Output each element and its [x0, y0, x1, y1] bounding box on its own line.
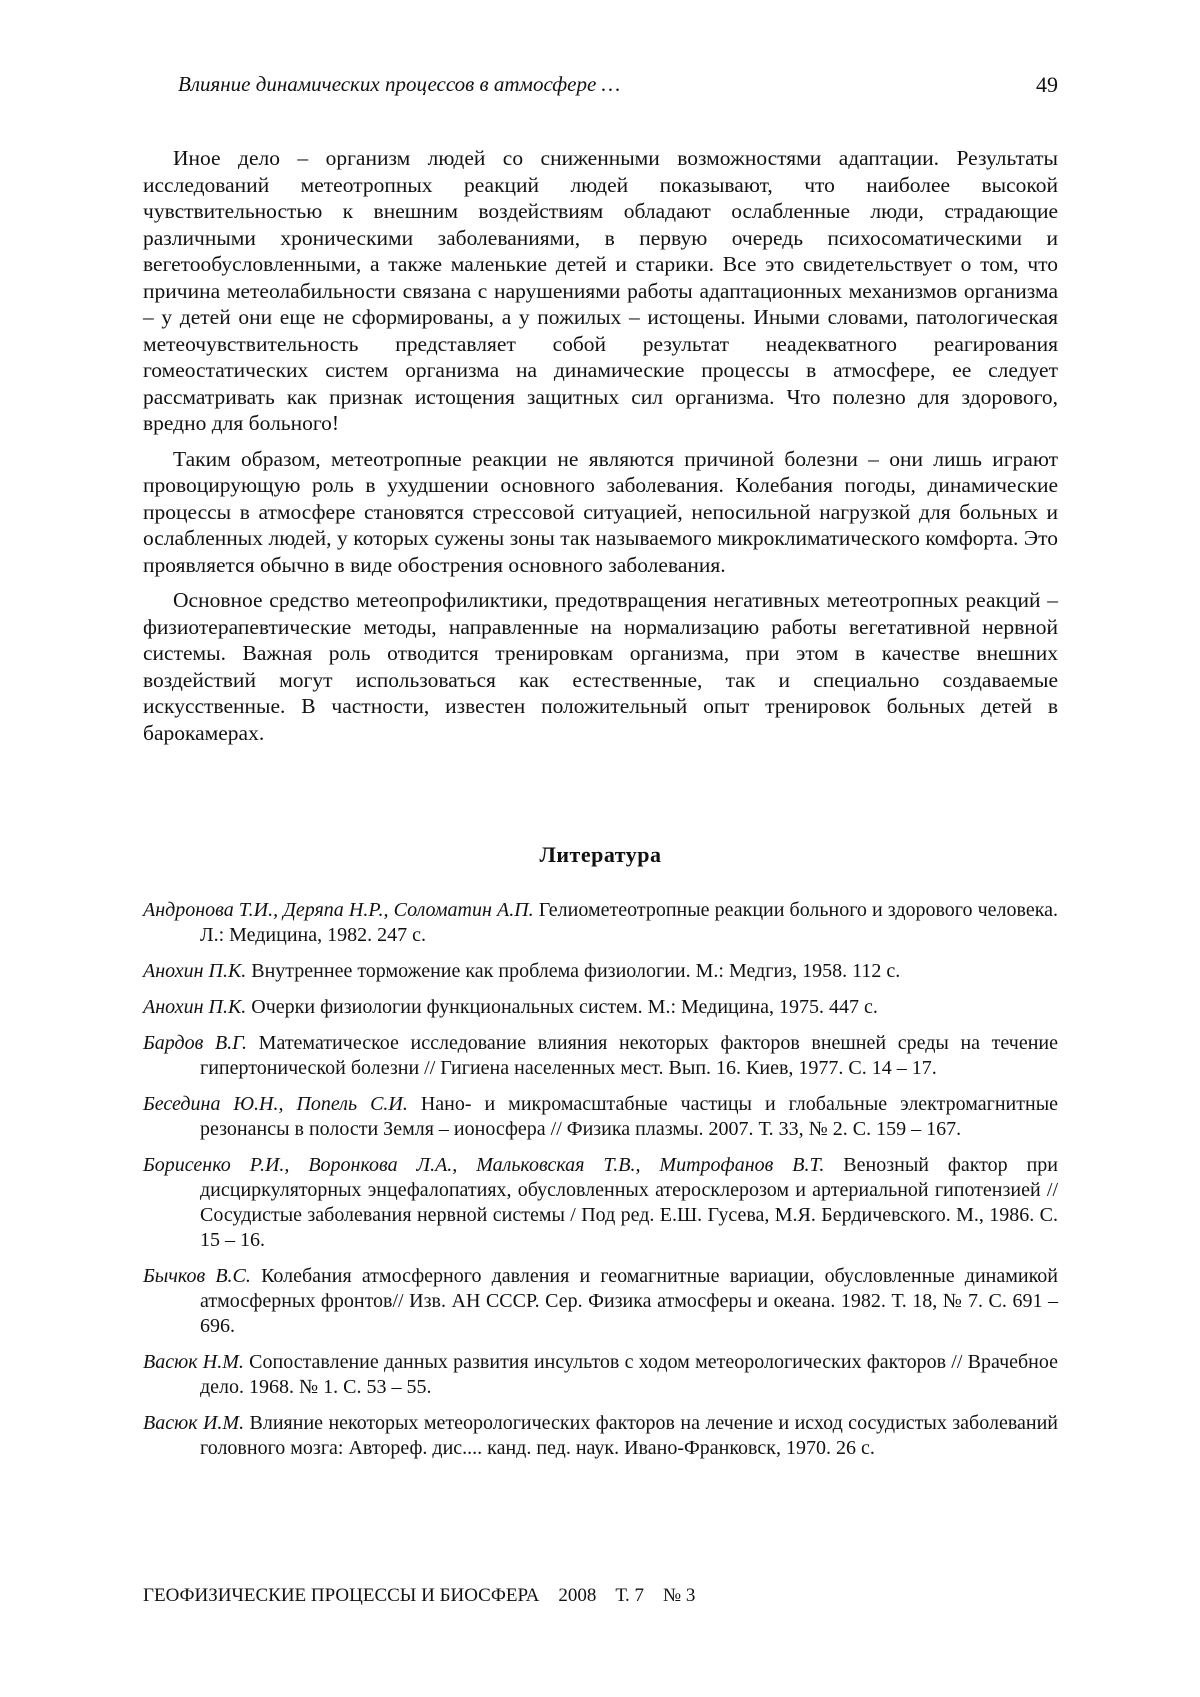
reference-authors: Беседина Ю.Н., Попель С.И. [143, 1093, 408, 1115]
reference-authors: Бардов В.Г. [143, 1032, 248, 1054]
reference-text: Гелиометеотропные реакции больного и здорового человека. Л.: Медицина, 1982. 247 с. [200, 899, 1058, 946]
page-number: 49 [1036, 72, 1058, 97]
journal-footer [143, 1585, 695, 1607]
reference-authors: Васюк И.М. [143, 1412, 245, 1434]
reference-item [143, 1350, 1058, 1400]
reference-item [143, 959, 1058, 984]
reference-authors: Васюк Н.М. [143, 1351, 244, 1373]
reference-text: Венозный фактор при дисциркуляторных энцефалопатиях, обусловленных атеросклерозом и артериальной гипотензией // Сосудистые заболевания нервной системы / Под ред. Е.Ш. Гусева, М.Я. Бердичевского. М., 1986. С. 15 – 16. [200, 1154, 1059, 1251]
reference-text: Колебания атмосферного давления и геомагнитные вариации, обусловленные динамикой атмосферных фронтов// Изв. АН СССР. Сер. Физика атмосферы и океана. 1982. Т. 18, № 7. С. 691 – 696. [200, 1265, 1059, 1337]
reference-authors: Андронова Т.И., Деряпа Н.Р., Соломатин А.П. [143, 899, 534, 921]
reference-item [143, 1264, 1058, 1339]
reference-text: Математическое исследование влияния некоторых факторов внешней среды на течение гипертонической болезни // Гигиена населенных мест. Вып. 16. Киев, 1977. С. 14 – 17. [200, 1032, 1058, 1079]
running-header [143, 72, 1058, 102]
reference-item [143, 995, 1058, 1020]
reference-text: Влияние некоторых метеорологических факторов на лечение и исход сосудистых заболеваний головного мозга: Автореф. дис.... канд. пед. наук. Ивано-Франковск, 1970. 26 с. [200, 1412, 1058, 1459]
footer-volume: Т. 7 [615, 1585, 645, 1606]
paragraph: Таким образом, метеотропные реакции не являются причиной болезни – они лишь играют провоцирующую роль в ухудшении основного заболевания. Колебания погоды, динамические процессы в атмосфере становятся стрессовой ситуацией, непосильной нагрузкой для больных и ослабленных людей, у которых сужены зоны так называемого микроклиматического комфорта. Это проявляется обычно в виде обострения основного заболевания. [143, 446, 1058, 577]
reference-text: Сопоставление данных развития инсультов с ходом метеорологических факторов // Врачебное дело. 1968. № 1. С. 53 – 55. [200, 1351, 1058, 1398]
body-text [143, 145, 1058, 755]
paragraph: Иное дело – организм людей со сниженными возможностями адаптации. Результаты исследований метеотропных реакций людей показывают, что наиболее высокой чувствительностью к внешним воздействиям обладают ослабленные люди, страдающие различными хроническими заболеваниями, в первую очередь психосоматическими и вегетообусловленными, а также маленькие детей и старики. Все это свидетельствует о том, что причина метеолабильности связана с нарушениями работы адаптационных механизмов организма – у детей они еще не сформированы, а у пожилых – истощены. Иными словами, патологическая метеочувствительность представляет собой результат неадекватного реагирования гомеостатических систем организма на динамические процессы в атмосфере, ее следует рассматривать как признак истощения защитных сил организма. Что полезно для здорового, вредно для больного! [143, 146, 1058, 435]
reference-item [143, 1092, 1058, 1142]
footer-journal: ГЕОФИЗИЧЕСКИЕ ПРОЦЕССЫ И БИОСФЕРА [143, 1585, 540, 1606]
reference-authors: Борисенко Р.И., Воронкова Л.А., Мальковская Т.В., Митрофанов В.Т. [143, 1154, 825, 1176]
reference-text: Нано- и микромасштабные частицы и глобальные электромагнитные резонансы в полости Земля – ионосфера // Физика плазмы. 2007. Т. 33, № 2. С. 159 – 167. [200, 1093, 1059, 1140]
reference-text: Внутреннее торможение как проблема физиологии. М.: Медгиз, 1958. 112 с. [251, 960, 901, 982]
reference-authors: Бычков В.С. [143, 1265, 251, 1287]
reference-authors: Анохин П.К. [143, 960, 247, 982]
references-heading: Литература [539, 842, 662, 867]
footer-issue: № 3 [663, 1585, 696, 1606]
reference-item [143, 898, 1058, 948]
paragraph: Основное средство метеопрофиликтики, предотвращения негативных метеотропных реакций – физиотерапевтические методы, направленные на нормализацию работы вегетативной нервной системы. Важная роль отводится тренировкам организма, при этом в качестве внешних воздействий могут использоваться как естественные, так и специально создаваемые искусственные. В частности, известен положительный опыт тренировок больных детей в барокамерах. [143, 588, 1058, 745]
reference-item [143, 1031, 1058, 1081]
document-page [143, 60, 1058, 1680]
footer-year: 2008 [558, 1585, 597, 1606]
reference-authors: Анохин П.К. [143, 996, 247, 1018]
reference-item [143, 1153, 1058, 1253]
reference-item [143, 1411, 1058, 1461]
running-title: Влияние динамических процессов в атмосфере … [178, 72, 621, 96]
reference-text: Очерки физиологии функциональных систем. М.: Медицина, 1975. 447 с. [251, 996, 878, 1018]
references-list [143, 898, 1058, 1472]
